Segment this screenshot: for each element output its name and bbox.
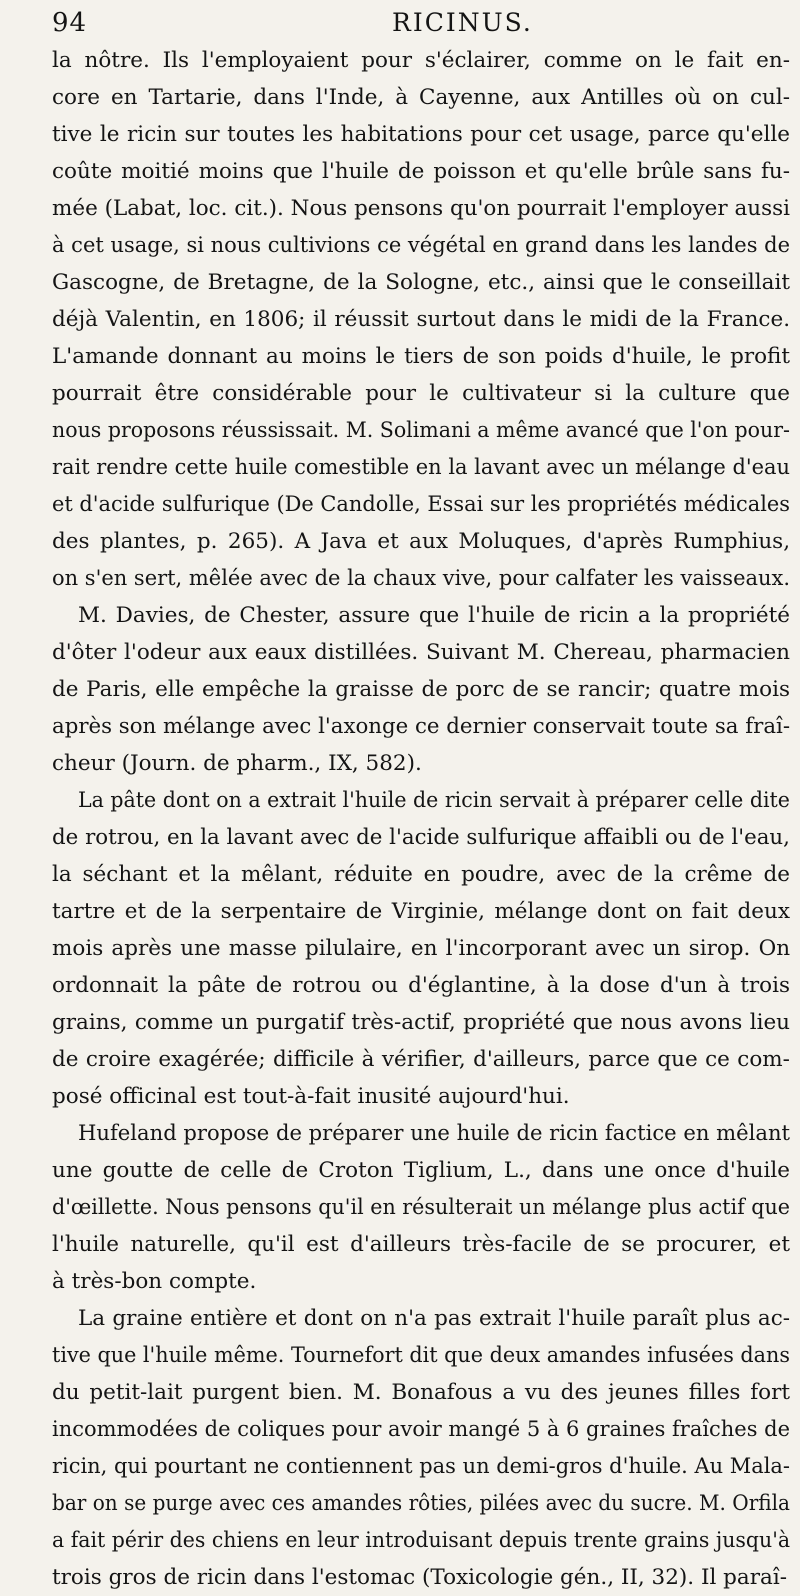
text-line: d'œillette. Nous pensons qu'il en résulterait un mélange plus actif que bbox=[52, 1195, 790, 1220]
text-line: bar on se purge avec ces amandes rôties, pilées avec du sucre. M. Orfila bbox=[52, 1491, 790, 1516]
text-line: la séchant et la mêlant, réduite en poudre, avec de la crême de bbox=[52, 862, 790, 887]
text-line: incommodées de coliques pour avoir mangé 5 à 6 graines fraîches de bbox=[52, 1417, 790, 1442]
text-line: M. Davies, de Chester, assure que l'huile de ricin a la propriété bbox=[78, 603, 790, 628]
page-number: 94 bbox=[52, 8, 88, 38]
text-line: cheur (Journ. de pharm., IX, 582). bbox=[52, 751, 422, 776]
text-line: des plantes, p. 265). A Java et aux Moluques, d'après Rumphius, bbox=[52, 529, 790, 554]
running-head: RICINUS. bbox=[392, 8, 533, 37]
text-line: à cet usage, si nous cultivions ce végétal en grand dans les landes de bbox=[52, 233, 790, 258]
text-line: mois après une masse pilulaire, en l'incorporant avec un sirop. On bbox=[52, 936, 790, 961]
text-line: une goutte de celle de Croton Tiglium, L., dans une once d'huile bbox=[52, 1158, 790, 1183]
text-line: de Paris, elle empêche la graisse de porc de se rancir; quatre mois bbox=[52, 677, 790, 702]
text-line: tartre et de la serpentaire de Virginie, mélange dont on fait deux bbox=[52, 899, 790, 924]
text-line: et d'acide sulfurique (De Candolle, Essai sur les propriétés médicales bbox=[52, 492, 790, 517]
text-line: de rotrou, en la lavant avec de l'acide sulfurique affaibli ou de l'eau, bbox=[52, 825, 790, 850]
text-line: l'huile naturelle, qu'il est d'ailleurs très-facile de se procurer, et bbox=[52, 1232, 790, 1257]
text-line: du petit-lait purgent bien. M. Bonafous a vu des jeunes filles fort bbox=[52, 1380, 790, 1405]
text-line: à très-bon compte. bbox=[52, 1269, 257, 1294]
text-line: ordonnait la pâte de rotrou ou d'églantine, à la dose d'un à trois bbox=[52, 973, 790, 998]
text-line: la nôtre. Ils l'employaient pour s'éclairer, comme on le fait en- bbox=[52, 48, 790, 73]
text-line: pourrait être considérable pour le cultivateur si la culture que bbox=[52, 381, 790, 406]
text-line: mée (Labat, loc. cit.). Nous pensons qu'on pourrait l'employer aussi bbox=[52, 196, 790, 221]
text-line: coûte moitié moins que l'huile de poisson et qu'elle brûle sans fu- bbox=[52, 159, 790, 184]
text-line: core en Tartarie, dans l'Inde, à Cayenne, aux Antilles où on cul- bbox=[52, 85, 790, 110]
text-line: ricin, qui pourtant ne contiennent pas un demi-gros d'huile. Au Mala- bbox=[52, 1454, 790, 1479]
text-line: a fait périr des chiens en leur introduisant depuis trente grains jusqu'à bbox=[52, 1528, 790, 1553]
text-line: d'ôter l'odeur aux eaux distillées. Suivant M. Chereau, pharmacien bbox=[52, 640, 790, 665]
text-line: grains, comme un purgatif très-actif, propriété que nous avons lieu bbox=[52, 1010, 790, 1035]
text-line: trois gros de ricin dans l'estomac (Toxicologie gén., II, 32). Il paraî- bbox=[52, 1565, 787, 1590]
text-line: rait rendre cette huile comestible en la lavant avec un mélange d'eau bbox=[52, 455, 790, 480]
body-text bbox=[52, 42, 790, 1596]
text-line: nous proposons réussissait. M. Solimani a même avancé que l'on pour- bbox=[52, 418, 790, 443]
page-header bbox=[52, 6, 770, 40]
text-line: posé officinal est tout-à-fait inusité aujourd'hui. bbox=[52, 1084, 570, 1109]
text-line: déjà Valentin, en 1806; il réussit surtout dans le midi de la France. bbox=[52, 307, 790, 332]
text-line: tive le ricin sur toutes les habitations pour cet usage, parce qu'elle bbox=[52, 122, 790, 147]
text-line: La pâte dont on a extrait l'huile de ricin servait à préparer celle dite bbox=[78, 788, 790, 813]
text-line: Gascogne, de Bretagne, de la Sologne, etc., ainsi que le conseillait bbox=[52, 270, 790, 295]
text-line: de croire exagérée; difficile à vérifier, d'ailleurs, parce que ce com- bbox=[52, 1047, 790, 1072]
text-line: La graine entière et dont on n'a pas extrait l'huile paraît plus ac- bbox=[78, 1306, 790, 1331]
text-line: Hufeland propose de préparer une huile de ricin factice en mêlant bbox=[78, 1121, 790, 1146]
text-line: on s'en sert, mêlée avec de la chaux vive, pour calfater les vaisseaux. bbox=[52, 566, 790, 591]
text-line: tive que l'huile même. Tournefort dit que deux amandes infusées dans bbox=[52, 1343, 790, 1368]
text-line: après son mélange avec l'axonge ce dernier conservait toute sa fraî- bbox=[52, 714, 790, 739]
text-line: L'amande donnant au moins le tiers de son poids d'huile, le profit bbox=[52, 344, 790, 369]
